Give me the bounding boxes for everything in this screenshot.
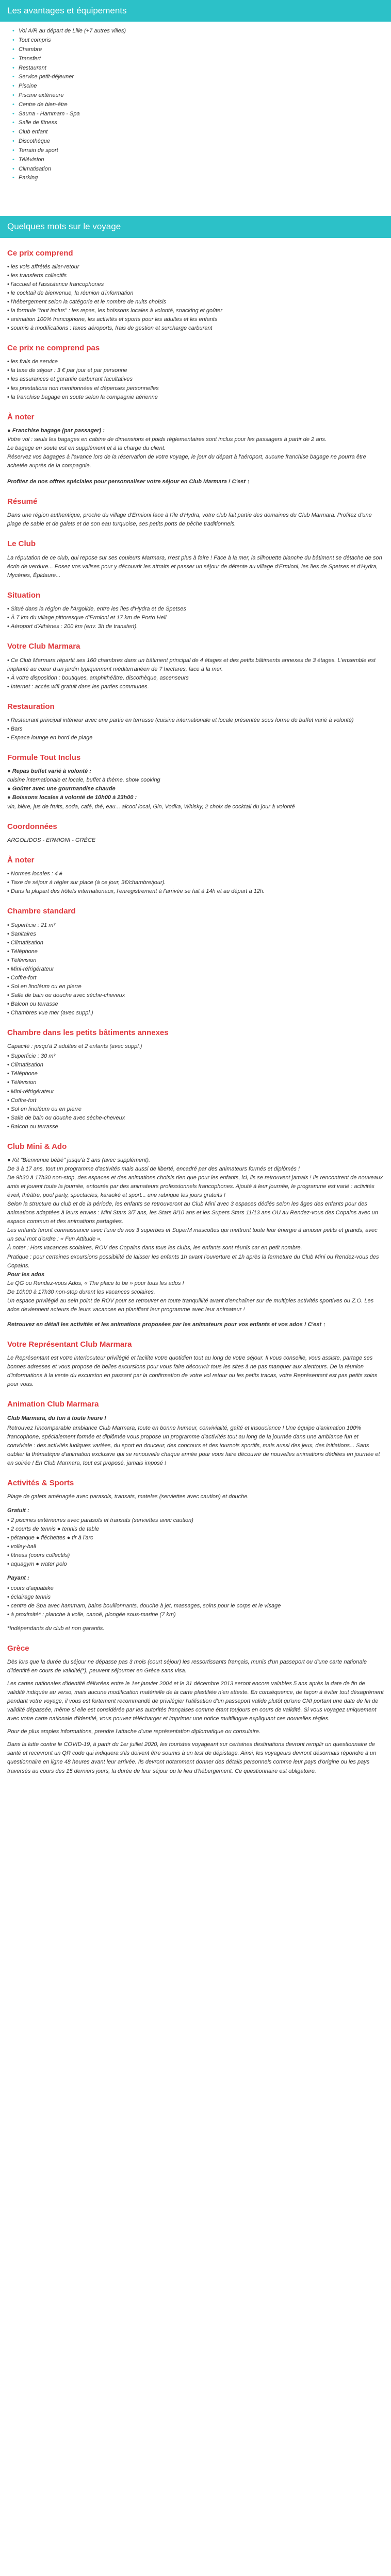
animation-text: Retrouvez l'incomparable ambiance Club Marmara, toute en bonne humeur, convivialité, gaîté et insouciance ! Une équipe d'animation 100% francophone, spécialement formée et diplômée vous propose un programme d'activités tout au long de la journée dans une ambiance fun et conviviale : des activités ludiques variées, du sport en douceur, des concours et des tournois sportifs, mais aussi des jeux, des initiations... Sans oublier la thématique d'animation exclusive qui se renouvelle chaque année pour vous faire découvrir de nouvelles animations dédiées en journée et en soirée ! En Club Marmara, tout est proposé, jamais imposé ! (7, 1425, 380, 1466)
mini-club-body: ● Kit "Bienvenue bébé" jusqu'à 3 ans (avec supplément). De 3 à 17 ans, tout un programme d'activités mais aussi de liberté, encadré par des animateurs formés et diplômés ! De 9h30 à 17h30 non-stop, des espaces et des animations choisis rien que pour les enfants, ici, ils se retrouvent jamais ! Ils rencontrent de nouveaux amis et jouent toute la journée, entourés par des animateurs professionnels francophones. Ajouté à leur journée, le programme est varié : activités éveil, théâtre, pool party, spectacles, karaoké et sport... une rubrique les jours gratuits ! Selon la structure du club et de la période, les enfants se retrouveront au Club Mini avec 3 espaces dédiés selon les âges des enfants pour des animations adaptées à leurs envies : Mini Stars 3/7 ans, les Stars 8/10 ans et les Supers Stars 11/13 ans OU au Rendez-vous des Copains avec un espace commun et des animations partagées. Les enfants feront connaissance avec l'une de nos 3 superbes et SuperM mascottes qui mettront toute leur énergie à amuser petits et grands, avec un seul mot d'ordre : « Fun Attitude ». À noter : Hors vacances scolaires, ROV des Copains dans tous les clubs, les enfants sont réunis car en petit nombre. Pratique : pour certaines excursions possibilité de laisser les enfants 1h avant l'ouverture et 1h après la fermeture du Club Mini ou Rendez-vous des Copains. Pour les ados Le QG ou Rendez-vous Ados, « The place to be » pour tous les ados ! De 10h00 à 17h30 non-stop durant les vacances scolaires. Un espace privilégié au sein point de ROV pour se retrouver en toute tranquillité avant d'enchaîner sur de multiples activités sportives ou Z.O. Les ados deviennent acteurs de leurs vacances en planifiant leur programme avec leur animateur ! (7, 1157, 383, 1313)
list-item: • Coffre-fort (7, 1096, 384, 1105)
animation-lead: Club Marmara, du fun à toute heure ! (7, 1415, 106, 1421)
list-item: • Espace lounge en bord de plage (7, 734, 384, 742)
list-item: • Restaurant principal intérieur avec une partie en terrasse (cuisine internationale et locale présentée sous forme de buffet varié à volonté) (7, 716, 384, 725)
mini-club-line: Les enfants feront connaissance avec l'une de nos 3 superbes et SuperM mascottes qui mettront toute leur énergie à amuser petits et grands, avec un seul mot d'ordre : « Fun Attitude ». (7, 1227, 378, 1243)
about-title: Quelques mots sur le voyage (7, 222, 121, 232)
annex-room-list (7, 1052, 384, 1131)
note-offer-link[interactable]: Profitez de nos offres spéciales pour personnaliser votre séjour en Club Marmara ! C'est ↑ (7, 479, 250, 485)
note-body: ● Franchise bagage (par passager) : Votre vol : seuls les bagages en cabine de dimensions et poids réglementaires sont inclus pour les passagers à partir de 2 ans. Le bagage en soute est en supplément et à la charge du client. Réservez vos bagages à l'avance lors de la réservation de votre voyage, le jour du départ à l'aéroport, aucune franchise bagage ne pourra être achetée auprès de la compagnie. (7, 427, 366, 469)
list-item: • soumis à modifications : taxes aéroports, frais de gestion et surcharge carburant (7, 324, 384, 333)
all-inclusive-body: ● Repas buffet varié à volonté : cuisine internationale et locale, buffet à thème, show cooking ● Goûter avec une gourmandise chaude ● Boissons locales à volonté de 10h00 à 23h00 : vin, bière, jus de fruits, soda, café, thé, eau... alcool local, Gin, Vodka, Whisky, 2 choix de cocktail du jour à volonté (7, 768, 295, 810)
list-item: • Piscine extérieure (11, 91, 384, 100)
sports-paid-title: Payant : (7, 1575, 29, 1582)
mini-club-line: De 3 à 17 ans, tout un programme d'activités mais aussi de liberté, encadré par des animateurs formés et diplômés ! (7, 1166, 300, 1173)
list-item: • pétanque ● fléchettes ● tir à l'arc (7, 1534, 384, 1543)
list-item: • Téléphone (7, 947, 384, 956)
list-item: • la formule "tout inclus" : les repas, les boissons locales à volonté, snacking et goûter (7, 307, 384, 315)
location-list (7, 605, 384, 631)
note-line: Réservez vos bagages à l'avance lors de la réservation de votre voyage, le jour du départ à l'aéroport, aucune franchise bagage ne pourra être achetée auprès de la compagnie. (7, 454, 366, 469)
greece-p2: Les cartes nationales d'identité délivrées entre le 1er janvier 2004 et le 31 décembre 2013 seront encore valables 5 ans après la date de fin de validité indiquée au verso, mais aucune modification matérielle de la carte plastifiée n'en atteste. En conséquence, de façon à éviter tout désagrément pendant votre voyage, il vous est fortement recommandé de privilégier l'utilisation d'un passeport valide plutôt qu'une CNI portant une date de fin de validité dépassée, même si elle est considérée par les autorités françaises comme étant toujours en cours de validité. Si vous voyagez uniquement avec votre carte nationale d'identité, vous pouvez télécharger et imprimer une notice multilingue expliquant ces nouvelles règles. (7, 1681, 384, 1722)
list-item: • Normes locales : 4★ (7, 870, 384, 878)
note-title: À noter (7, 412, 35, 421)
not-included-list (7, 358, 384, 401)
mini-club-line: Selon la structure du club et de la période, les enfants se retrouveront au Club Mini avec 3 espaces dédiés selon les âges des enfants pour des animations adaptées à leurs envies : Mini Stars 3/7 ans, les Stars 8/10 ans et les Supers Stars 11/13 ans OU au Rendez-vous des Copains avec un espace commun et des animations partagées. (7, 1201, 378, 1225)
note2-list (7, 870, 384, 896)
summary-text: Dans une région authentique, proche du village d'Ermioni face à l'île d'Hydra, votre club fait partie des domaines du Club Marmara. Profitez d'une plage de sable et de galets et de son eau turquoise, ses petits ports de pêche traditionnels. (7, 512, 372, 528)
list-item: • Sanitaires (7, 930, 384, 939)
list-item: • les vols affrétés aller-retour (7, 263, 384, 272)
list-item: • Télévision (7, 1078, 384, 1087)
list-item: • À 7 km du village pittoresque d'Ermioni et 17 km de Porto Heli (7, 614, 384, 622)
mini-club-link[interactable]: Retrouvez en détail les activités et les animations proposées par les animateurs pour vos enfants et vos ados ! C'est ↑ (7, 1321, 326, 1328)
coords-text: ARGOLIDOS - ERMIONI - GRÈCE (7, 837, 96, 843)
list-item: • la franchise bagage en soute selon la compagnie aérienne (7, 393, 384, 402)
rep-title: Votre Représentant Club Marmara (7, 1340, 132, 1349)
all-inclusive-line: vin, bière, jus de fruits, soda, café, thé, eau... alcool local, Gin, Vodka, Whisky, 2 choix de cocktail du jour à volonté (7, 803, 295, 810)
standard-room-list (7, 921, 384, 1018)
list-item: • à proximité* : planche à voile, canoë, plongée sous-marine (7 km) (7, 1611, 384, 1619)
list-item: • le cocktail de bienvenue, la réunion d'information (7, 289, 384, 298)
all-inclusive-line: cuisine internationale et locale, buffet à thème, show cooking (7, 777, 160, 784)
list-item: • fitness (cours collectifs) (7, 1551, 384, 1560)
included-title: Ce prix comprend (7, 248, 73, 258)
mini-club-line: À noter : Hors vacances scolaires, ROV des Copains dans tous les clubs, les enfants sont réunis car en petit nombre. (7, 1245, 302, 1251)
mini-club-line: Le QG ou Rendez-vous Ados, « The place to be » pour tous les ados ! (7, 1280, 184, 1286)
list-item: • Taxe de séjour à régler sur place (à ce jour, 3€/chambre/jour). (7, 878, 384, 887)
list-item: • Climatisation (11, 165, 384, 174)
mini-club-line: Kit "Bienvenue bébé" jusqu'à 3 ans (avec supplément). (12, 1157, 151, 1163)
advantages-list (0, 22, 391, 190)
restaurant-title: Restauration (7, 702, 55, 711)
list-item: • animation 100% francophone, les activités et sports pour les adultes et les enfants (7, 315, 384, 324)
list-item: • Sol en linoléum ou en pierre (7, 1105, 384, 1114)
not-included-title: Ce prix ne comprend pas (7, 344, 100, 353)
list-item: • Centre de bien-être (11, 100, 384, 110)
mini-club-line: De 10h00 à 17h30 non-stop durant les vacances scolaires. (7, 1289, 155, 1295)
list-item: • Vol A/R au départ de Lille (+7 autres villes) (11, 27, 384, 36)
list-item: • Chambres vue mer (avec suppl.) (7, 1009, 384, 1018)
sports-footnote: *Indépendants du club et non garantis. (7, 1625, 105, 1632)
list-item: • Superficie : 30 m² (7, 1052, 384, 1061)
included-list (7, 263, 384, 333)
list-item: • Sol en linoléum ou en pierre (7, 982, 384, 991)
advantages-header (0, 0, 391, 22)
list-item: • l'accueil et l'assistance francophones (7, 280, 384, 289)
greece-p3: Pour de plus amples informations, prendre l'attache d'une représentation diplomatique ou consulaire. (7, 1728, 260, 1735)
advantages-title: Les avantages et équipements (7, 6, 127, 15)
coords-title: Coordonnées (7, 822, 57, 831)
list-item: • 2 piscines extérieures avec parasols et transats (serviettes avec caution) (7, 1516, 384, 1525)
list-item: • Bars (7, 725, 384, 734)
list-item: • Climatisation (7, 1061, 384, 1070)
list-item: • Chambre (11, 45, 384, 55)
rep-text: Le Représentant est votre interlocuteur privilégié et facilite votre quotidien tout au long de votre séjour. Il vous conseille, vous assiste, partage ses bonnes adresses et vous propose de belles excursions pour vous faire découvrir tous les sites à ne pas manquer aux alentours. De la réunion d'informations à la vente du excursion en passant par la confirmation de votre vol retour ou les petits tracas, votre Représentant est pas petits soins pour vous. (7, 1355, 378, 1388)
list-item: • Salle de bain ou douche avec sèche-cheveux (7, 1114, 384, 1123)
greece-p1: Dès lors que la durée du séjour ne dépasse pas 3 mois (court séjour) les ressortissants français, munis d'un passeport ou d'une carte nationale d'identité en cours de validité(*), peuvent séjourner en Grèce sans visa. (7, 1659, 367, 1674)
list-item: • Balcon ou terrasse (7, 1123, 384, 1131)
list-item: • Balcon ou terrasse (7, 1000, 384, 1009)
location-title: Situation (7, 590, 41, 600)
list-item: • volley-ball (7, 1543, 384, 1551)
mini-club-title: Club Mini & Ado (7, 1142, 67, 1151)
note2-title: À noter (7, 855, 35, 865)
list-item: • éclairage tennis (7, 1593, 384, 1602)
summary-title: Résumé (7, 497, 38, 506)
list-item: • les prestations non mentionnées et dépenses personnelles (7, 384, 384, 393)
mini-club-line: Pratique : pour certaines excursions possibilité de laisser les enfants 1h avant l'ouverture et 1h après la fermeture du Club Mini ou Rendez-vous des Copains. (7, 1253, 379, 1269)
list-item: • Service petit-déjeuner (11, 73, 384, 82)
all-inclusive-item: Repas buffet varié à volonté : (12, 768, 91, 775)
sports-title: Activités & Sports (7, 1478, 74, 1487)
about-header (0, 216, 391, 238)
all-inclusive-item: Boissons locales à volonté de 10h00 à 23h00 : (12, 794, 137, 801)
list-item: • Mini-réfrigérateur (7, 1088, 384, 1096)
list-item: • Coffre-fort (7, 974, 384, 982)
animation-title: Animation Club Marmara (7, 1400, 99, 1409)
list-item: • Dans la plupart des hôtels internationaux, l'enregistrement à l'arrivée se fait à 14h et au départ à 12h. (7, 887, 384, 896)
mini-club-line: Un espace privilégié au sein point de ROV pour se retrouver en toute tranquillité avant d'enchaîner sur de multiples activités sportives ou Z.O. Les ados deviennent acteurs de leurs vacances en planifiant leur programme avec leur animateur ! (7, 1297, 374, 1313)
standard-room-title: Chambre standard (7, 907, 76, 916)
list-item: • Discothèque (11, 137, 384, 146)
list-item: • Sauna - Hammam - Spa (11, 110, 384, 119)
mini-club-line: Pour les ados (7, 1271, 45, 1278)
list-item: • Télévision (11, 156, 384, 165)
all-inclusive-title: Formule Tout Inclus (7, 753, 81, 762)
list-item: • Télévision (7, 956, 384, 965)
club-title: Le Club (7, 539, 36, 549)
sports-free-list (7, 1516, 384, 1569)
list-item: • Internet : accès wifi gratuit dans les parties communes. (7, 683, 384, 691)
list-item: • Parking (11, 174, 384, 183)
mini-club-line: De 9h30 à 17h30 non-stop, des espaces et des animations choisis rien que pour les enfants, ici, ils se retrouvent jamais ! Ils rencontrent de nouveaux amis et jouent toute la journée, entourés par des animateurs professionnels francophones. Ajouté à leur journée, le programme est varié : activités éveil, théâtre, pool party, spectacles, karaoké et sport... une rubrique les jours gratuits ! (7, 1175, 383, 1199)
list-item: • l'hébergement selon la catégorie et le nombre de nuits choisis (7, 298, 384, 307)
list-item: • les frais de service (7, 358, 384, 366)
greece-p4: Dans la lutte contre le COVID-19, à partir du 1er juillet 2020, les touristes voyageant sur certaines destinations devront remplir un questionnaire de santé et recevront un QR code qui indiquera s'ils doivent être soumis à un test de dépistage. Ainsi, les voyageurs devront désormais répondre à un questionnaire en ligne 48 heures avant leur arrivée. Ils devront notamment donner des détails personnels comme leur pays d'origine ou les pays traversés au cours des 15 derniers jours, la durée de leur séjour ou le lieu d'hébergement. Ce questionnaire est obligatoire. (7, 1741, 377, 1774)
list-item: • Tout compris (11, 36, 384, 45)
annex-room-title: Chambre dans les petits bâtiments annexes (7, 1028, 169, 1038)
list-item: • Salle de bain ou douche avec sèche-cheveux (7, 991, 384, 1000)
note-lead: Franchise bagage (par passager) : (12, 427, 105, 434)
list-item: • Transfert (11, 55, 384, 64)
note-line: Votre vol : seuls les bagages en cabine de dimensions et poids réglementaires sont inclus pour les passagers à partir de 2 ans. (7, 436, 327, 443)
list-item: • cours d'aquabike (7, 1584, 384, 1593)
content (0, 247, 391, 1776)
list-item: • Piscine (11, 82, 384, 91)
list-item: • 2 courts de tennis ● tennis de table (7, 1525, 384, 1534)
all-inclusive-item: Goûter avec une gourmandise chaude (12, 786, 116, 792)
list-item: • Restaurant (11, 64, 384, 73)
list-item: • centre de Spa avec hammam, bains bouillonnants, douche à jet, massages, soins pour le corps et le visage (7, 1602, 384, 1611)
list-item: • les transferts collectifs (7, 272, 384, 280)
list-item: • Ce Club Marmara répartit ses 160 chambres dans un bâtiment principal de 4 étages et des petits bâtiments annexes de 3 étages. L'ensemble est implanté au cœur d'un jardin typiquement méditerranéen de 7 hectares, face à la mer. (7, 656, 384, 674)
list-item: • Climatisation (7, 939, 384, 947)
sports-intro: Plage de galets aménagée avec parasols, transats, matelas (serviettes avec caution) et douche. (7, 1494, 249, 1500)
list-item: • Mini-réfrigérateur (7, 965, 384, 974)
list-item: • À votre disposition : boutiques, amphithéâtre, discothèque, ascenseurs (7, 674, 384, 683)
club-marmara-list (7, 656, 384, 691)
list-item: • Club enfant (11, 128, 384, 137)
greece-title: Grèce (7, 1643, 29, 1653)
list-item: • la taxe de séjour : 3 € par jour et par personne (7, 366, 384, 375)
club-marmara-title: Votre Club Marmara (7, 642, 80, 651)
list-item: • aquagym ● water polo (7, 1560, 384, 1569)
list-item: • Superficie : 21 m² (7, 921, 384, 930)
list-item: • Salle de fitness (11, 118, 384, 128)
annex-room-intro: Capacité : jusqu'à 2 adultes et 2 enfants (avec suppl.) (7, 1043, 142, 1050)
list-item: • Téléphone (7, 1070, 384, 1078)
note-line: Le bagage en soute est en supplément et à la charge du client. (7, 445, 166, 451)
club-text: La réputation de ce club, qui repose sur ses couleurs Marmara, n'est plus à faire ! Face à la mer, la silhouette blanche du bâtiment se détache de son écrin de verdure... Posez vos valises pour y découvrir les attraits et passer un séjour de détente au village d'Ermioni, les îles de Spetses et d'Hydra, Mycènes, Épidaure... (7, 554, 382, 579)
sports-paid-list (7, 1584, 384, 1619)
list-item: • Terrain de sport (11, 146, 384, 156)
list-item: • les assurances et garantie carburant facultatives (7, 375, 384, 384)
restaurant-list (7, 716, 384, 742)
sports-free-title: Gratuit : (7, 1507, 29, 1514)
list-item: • Situé dans la région de l'Argolide, entre les îles d'Hydra et de Spetses (7, 605, 384, 614)
list-item: • Aéroport d'Athènes : 200 km (env. 3h de transfert). (7, 622, 384, 631)
